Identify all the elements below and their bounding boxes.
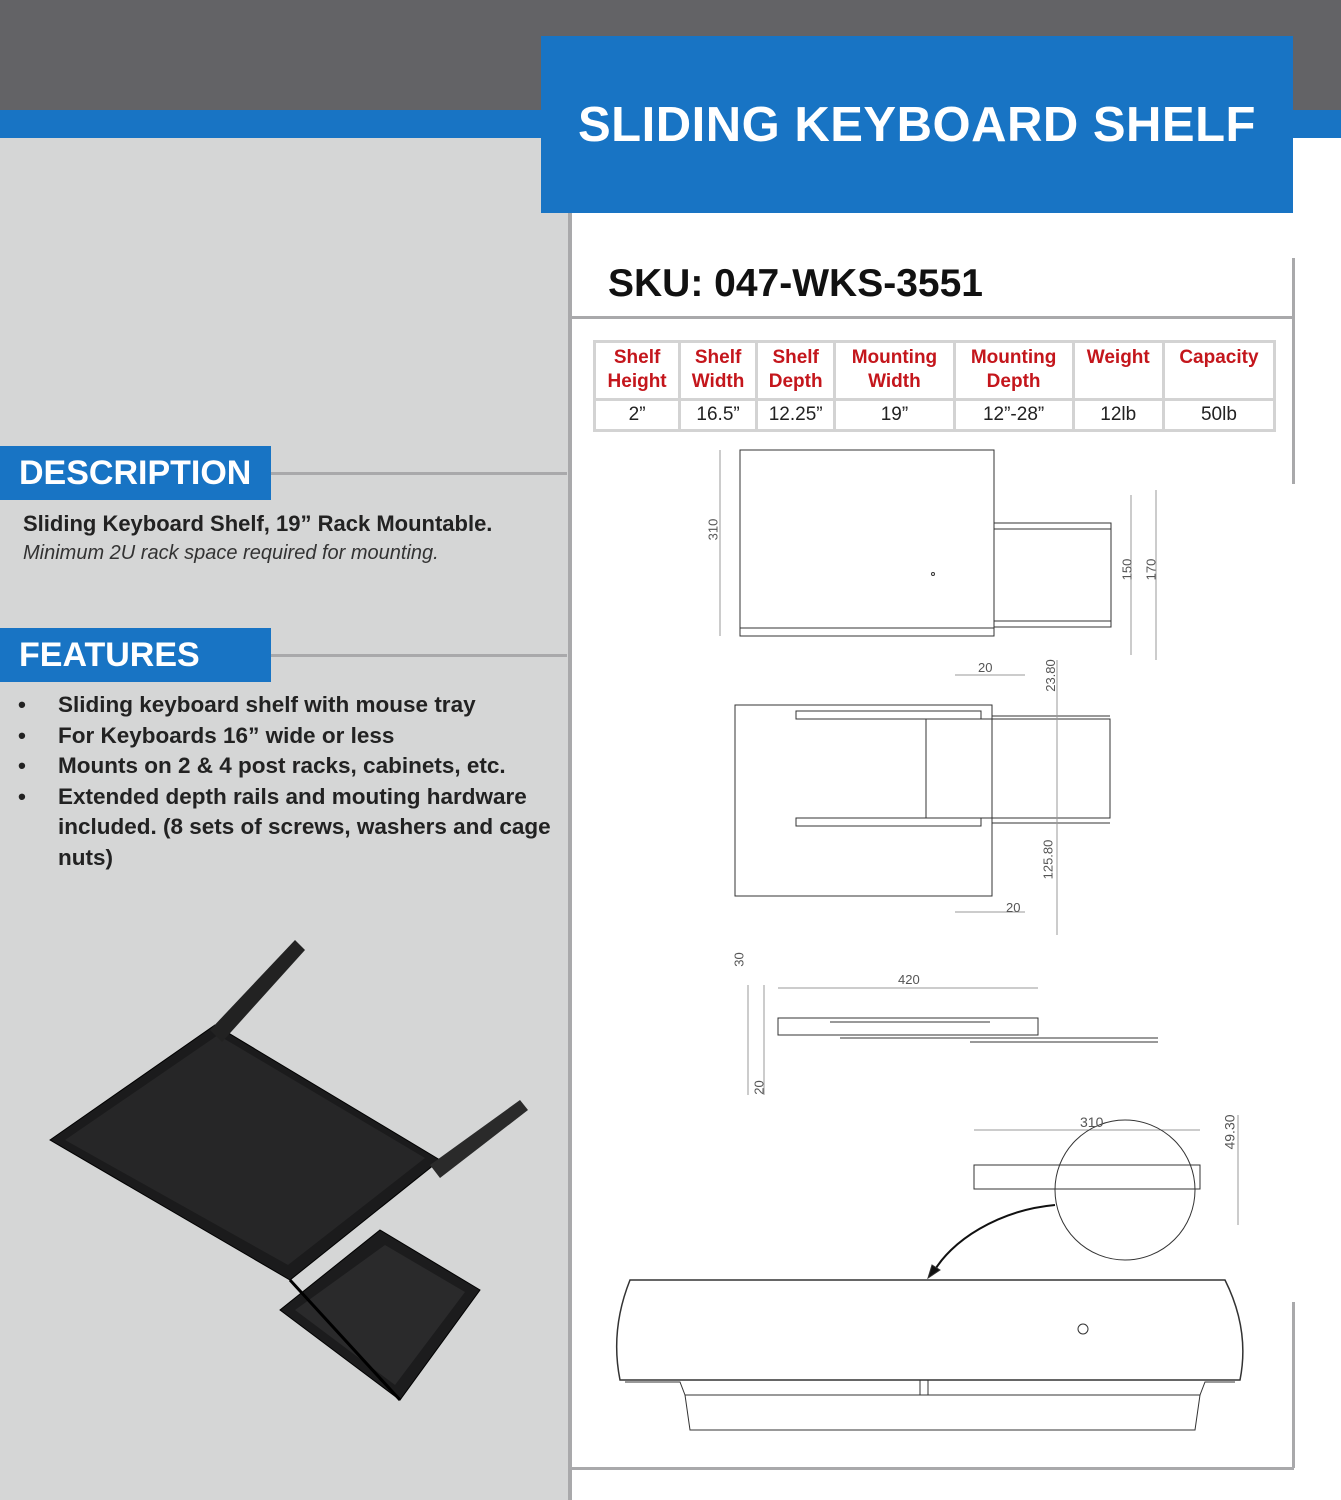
dim-label: 23.80 <box>1042 659 1058 692</box>
dim-label: 20 <box>751 1080 767 1095</box>
spec-header: Shelf Height <box>595 342 680 400</box>
dim-label: 150 <box>1119 558 1135 581</box>
spec-header: Mounting Depth <box>954 342 1073 400</box>
dim-label: 170 <box>1143 558 1159 581</box>
divider <box>572 316 1294 319</box>
divider <box>1292 1302 1295 1468</box>
dim-label: 30 <box>731 952 747 967</box>
page-title: SLIDING KEYBOARD SHELF <box>578 97 1256 152</box>
spec-value: 19” <box>835 400 954 431</box>
divider <box>1292 258 1295 484</box>
list-item: • Extended depth rails and mouting hardware included. (8 sets of screws, washers and cage nuts) <box>18 783 551 870</box>
divider <box>572 1467 1294 1470</box>
spec-header: Weight <box>1073 342 1163 400</box>
spec-header: Capacity <box>1163 342 1274 400</box>
description-title: Sliding Keyboard Shelf, 19” Rack Mountable. <box>23 511 493 536</box>
spec-value: 2” <box>595 400 680 431</box>
side-view-drawing <box>740 980 1165 1100</box>
features-heading: FEATURES <box>0 628 271 682</box>
sku-label: SKU: 047-WKS-3551 <box>608 262 983 305</box>
features-list <box>18 690 568 874</box>
top-view-drawing <box>700 445 1170 670</box>
dim-label: 49.30 <box>1221 1114 1238 1150</box>
profile-detail-drawing <box>610 1110 1250 1450</box>
panel-divider <box>568 212 572 1500</box>
divider <box>271 654 567 657</box>
spec-value-row <box>595 400 1275 431</box>
dim-label: 20 <box>978 660 993 675</box>
divider <box>271 472 567 475</box>
spec-value: 12lb <box>1073 400 1163 431</box>
list-item: • Sliding keyboard shelf with mouse tray <box>18 692 476 717</box>
dim-label: 420 <box>898 972 920 987</box>
spec-value: 16.5” <box>680 400 757 431</box>
rail-view-drawing <box>730 660 1130 935</box>
spec-value: 50lb <box>1163 400 1274 431</box>
spec-header: Shelf Width <box>680 342 757 400</box>
dim-label: 20 <box>1006 900 1021 915</box>
dim-label: 310 <box>705 518 721 541</box>
spec-header: Shelf Depth <box>756 342 834 400</box>
dim-label: 125.80 <box>1040 839 1056 880</box>
spec-header-row <box>595 342 1275 400</box>
description-heading: DESCRIPTION <box>0 446 271 500</box>
spec-table <box>593 340 1276 432</box>
list-item: • Mounts on 2 & 4 post racks, cabinets, etc. <box>18 753 506 779</box>
title-box <box>541 36 1293 213</box>
product-photo <box>40 930 540 1430</box>
spec-header: Mounting Width <box>835 342 954 400</box>
dim-label: 310 <box>1080 1114 1104 1130</box>
list-item: • For Keyboards 16” wide or less <box>18 722 395 748</box>
spec-value: 12”-28” <box>954 400 1073 431</box>
spec-value: 12.25” <box>756 400 834 431</box>
description-note: Minimum 2U rack space required for mounting. <box>23 542 439 564</box>
